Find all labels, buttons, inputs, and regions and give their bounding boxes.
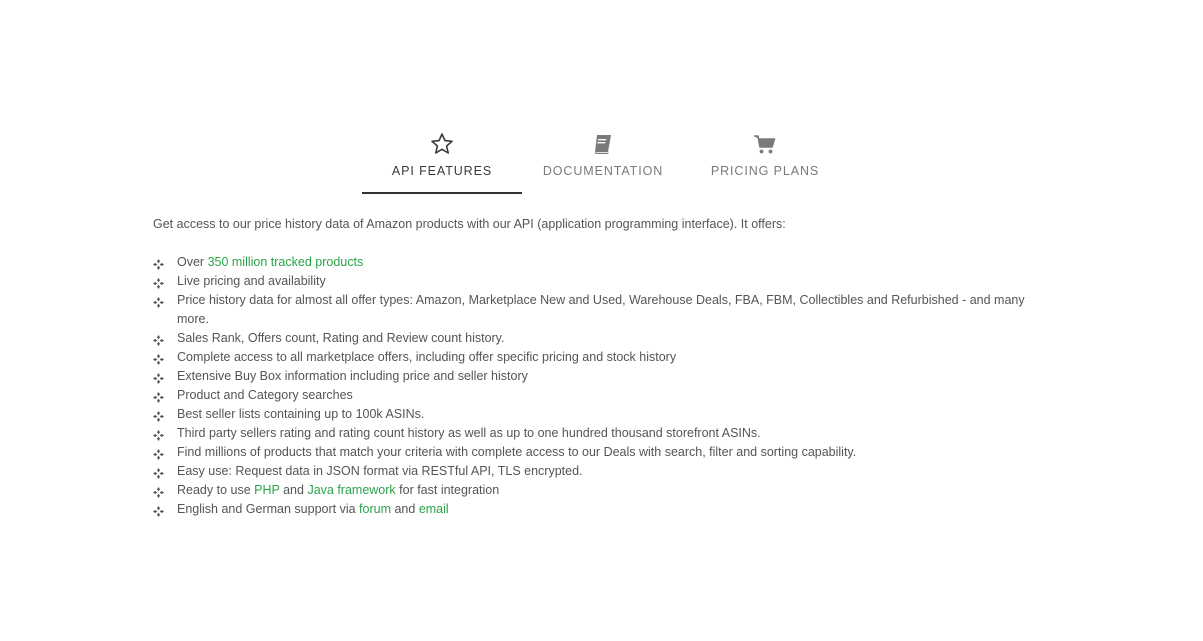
list-item: Price history data for almost all offer types: Amazon, Marketplace New and Used, Warehouse Deals, FBA, FBM, Collectibles and Refurbished - and many more. xyxy=(153,291,1053,329)
bullet-icon xyxy=(153,466,164,477)
bullet-icon xyxy=(153,390,164,401)
bullet-icon xyxy=(153,276,164,287)
bullet-icon xyxy=(153,504,164,515)
tab-label: DOCUMENTATION xyxy=(542,164,664,178)
tab-documentation[interactable] xyxy=(522,130,684,194)
intro-text: Get access to our price history data of Amazon products with our API (application programming interface). It offers: xyxy=(153,217,786,231)
list-item: English and German support via forum and email xyxy=(153,500,1053,519)
bullet-icon xyxy=(153,447,164,458)
email-link[interactable]: email xyxy=(418,502,449,516)
list-item: Find millions of products that match your criteria with complete access to our Deals with search, filter and sorting capability. xyxy=(153,443,1053,462)
feature-list xyxy=(153,253,1053,519)
bullet-icon xyxy=(153,352,164,363)
php-link[interactable]: PHP xyxy=(254,483,280,497)
bullet-icon xyxy=(153,257,164,268)
list-item: Ready to use PHP and Java framework for fast integration xyxy=(153,481,1053,500)
list-item: Best seller lists containing up to 100k ASINs. xyxy=(153,405,1053,424)
tracked-products-link[interactable]: 350 million tracked products xyxy=(207,255,364,269)
tab-label: PRICING PLANS xyxy=(710,164,820,178)
list-item: Easy use: Request data in JSON format via RESTful API, TLS encrypted. xyxy=(153,462,1053,481)
list-item: Sales Rank, Offers count, Rating and Review count history. xyxy=(153,329,1053,348)
bullet-icon xyxy=(153,371,164,382)
bullet-icon xyxy=(153,485,164,496)
java-framework-link[interactable]: Java framework xyxy=(307,483,396,497)
bullet-icon xyxy=(153,428,164,439)
list-item: Live pricing and availability xyxy=(153,272,1053,291)
list-item: Complete access to all marketplace offers, including offer specific pricing and stock history xyxy=(153,348,1053,367)
bullet-icon xyxy=(153,333,164,344)
tab-pricing-plans[interactable] xyxy=(684,130,846,194)
list-item: Third party sellers rating and rating count history as well as up to one hundred thousand storefront ASINs. xyxy=(153,424,1053,443)
tab-bar xyxy=(362,130,846,194)
tab-label: API FEATURES xyxy=(391,164,493,178)
forum-link[interactable]: forum xyxy=(359,502,391,516)
book-icon xyxy=(591,130,615,158)
list-item: Product and Category searches xyxy=(153,386,1053,405)
cart-icon xyxy=(753,130,777,158)
bullet-icon xyxy=(153,295,164,306)
star-icon xyxy=(430,130,454,158)
list-item: Extensive Buy Box information including price and seller history xyxy=(153,367,1053,386)
list-item: Over 350 million tracked products xyxy=(153,253,1053,272)
bullet-icon xyxy=(153,409,164,420)
api-features-panel xyxy=(153,215,1053,519)
tab-api-features[interactable] xyxy=(362,130,522,194)
